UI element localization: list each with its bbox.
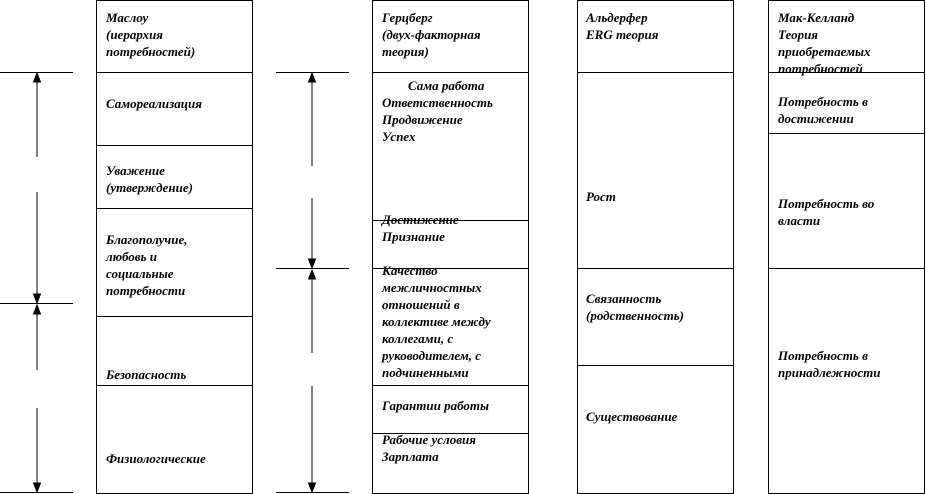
alderfer-header: Альдерфер ERG теория xyxy=(586,10,659,42)
maslow-level-esteem: Уважение (утверждение) xyxy=(106,163,193,195)
arrow-head-up xyxy=(34,305,41,314)
mcclelland-header: Мак-Келланд Теория приобретаемых потребностей xyxy=(778,10,871,76)
herzberg-job-security: Гарантии работы xyxy=(382,398,490,413)
maslow-level-social: Благополучие, любовь и социальные потребности xyxy=(106,232,188,298)
mcclelland-level-power: Потребность во власти xyxy=(778,196,875,228)
arrow-head-down xyxy=(309,483,316,492)
herzberg-conditions: Рабочие условия Зарплата xyxy=(382,432,476,464)
arrow-head-down xyxy=(34,294,41,303)
herzberg-header: Герцберг (двух-факторная теория) xyxy=(382,10,481,59)
alderfer-level-growth: Рост xyxy=(586,189,616,204)
arrow-head-up xyxy=(309,270,316,279)
herzberg-recognition: Признание xyxy=(382,229,445,244)
mcclelland-level-affiliation: Потребность в принадлежности xyxy=(778,348,881,380)
maslow-level-self-actualization: Самореализация xyxy=(106,96,202,111)
arrow-head-down xyxy=(309,259,316,268)
arrow-head-up xyxy=(34,73,41,82)
arrow-head-up xyxy=(309,73,316,82)
arrow-head-down xyxy=(34,483,41,492)
alderfer-level-existence: Существование xyxy=(586,409,678,424)
alderfer-level-relatedness: Связанность (родственность) xyxy=(586,291,684,323)
maslow-level-physiological: Физиологические xyxy=(106,451,206,466)
herzberg-achievement: Достижение xyxy=(382,212,459,227)
maslow-header: Маслоу (иерархия потребностей) xyxy=(106,10,196,59)
maslow-level-safety: Безопасность xyxy=(106,367,187,382)
herzberg-relations: Качество межличностных отношений в коллективе между коллегами, с руководителем, с подчиненными xyxy=(382,263,491,380)
herzberg-motivators: Сама работа Ответственность Продвижение Успех xyxy=(382,78,493,144)
mcclelland-level-achievement: Потребность в достижении xyxy=(778,94,868,126)
